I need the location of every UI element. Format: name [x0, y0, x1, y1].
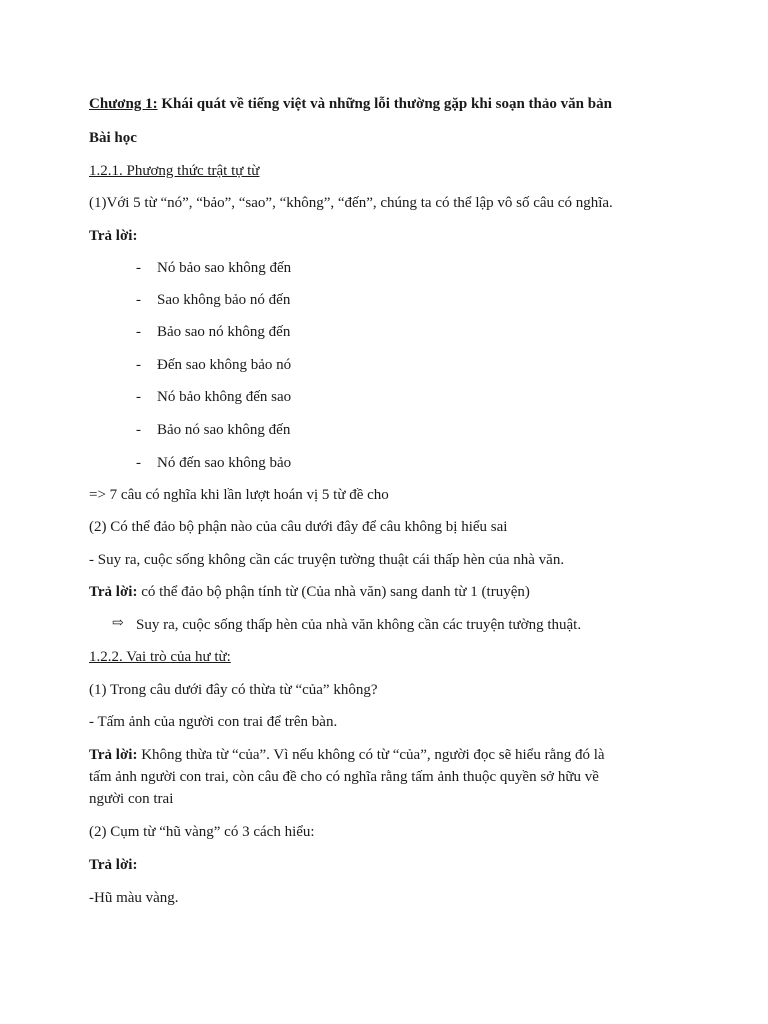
question-3-sentence: - Tấm ảnh của người con trai để trên bàn. — [89, 714, 338, 730]
lesson-heading: Bài học — [89, 130, 137, 146]
list-item: Nó bảo không đến sao — [157, 389, 292, 405]
list-item: Đến sao không bảo nó — [157, 357, 292, 373]
bullet-dash: - — [136, 455, 141, 471]
conclusion: => 7 câu có nghĩa khi lần lượt hoán vị 5 từ đề cho — [89, 487, 389, 503]
list-item: Nó đến sao không bảo — [157, 455, 292, 471]
question-1: (1)Với 5 từ “nó”, “bảo”, “sao”, “không”, “đến”, chúng ta có thể lập vô số câu có nghĩa. — [89, 195, 613, 211]
bullet-dash: - — [136, 389, 141, 405]
list-item: Nó bảo sao không đến — [157, 260, 292, 276]
list-item: Bảo nó sao không đến — [157, 422, 291, 438]
bullet-dash: - — [136, 357, 141, 373]
answer-3-line-1 — [89, 745, 605, 765]
chapter-label: Chương 1: — [89, 96, 158, 112]
section-1-2-2-title: 1.2.2. Vai trò của hư từ: — [89, 649, 231, 665]
answer-label-1: Trả lời: — [89, 228, 138, 244]
answer-2-result: Suy ra, cuộc sống thấp hèn của nhà văn không cần các truyện tường thuật. — [136, 617, 582, 633]
answer-3-text: Không thừa từ “của”. Vì nếu không có từ “của”, người đọc sẽ hiểu rằng đó là — [137, 747, 605, 763]
answer-4-first: -Hũ màu vàng. — [89, 890, 179, 906]
list-item: Bảo sao nó không đến — [157, 324, 291, 340]
question-2: (2) Có thể đảo bộ phận nào của câu dưới đây để câu không bị hiểu sai — [89, 519, 508, 535]
bullet-dash: - — [136, 292, 141, 308]
list-item: Sao không bảo nó đến — [157, 292, 291, 308]
question-4: (2) Cụm từ “hũ vàng” có 3 cách hiểu: — [89, 824, 315, 840]
bullet-dash: - — [136, 422, 141, 438]
answer-label-4: Trả lời: — [89, 857, 138, 873]
answer-label-2: Trả lời: — [89, 584, 138, 600]
arrow-right-icon: ⇨ — [112, 616, 124, 631]
answer-2 — [89, 582, 530, 602]
chapter-title: Khái quát về tiếng việt và những lỗi thường gặp khi soạn thảo văn bản — [157, 96, 612, 112]
section-1-2-1-title: 1.2.1. Phương thức trật tự từ — [89, 163, 260, 179]
bullet-dash: - — [136, 260, 141, 276]
chapter-heading — [89, 94, 612, 114]
answer-3-line-3: người con trai — [89, 791, 174, 807]
answer-2-text: có thể đảo bộ phận tính từ (Của nhà văn) sang danh từ 1 (truyện) — [137, 584, 530, 600]
question-3: (1) Trong câu dưới đây có thừa từ “của” không? — [89, 682, 378, 698]
question-2-sentence: - Suy ra, cuộc sống không cần các truyện tường thuật cái thấp hèn của nhà văn. — [89, 552, 565, 568]
answer-3-line-2: tấm ảnh người con trai, còn câu đề cho có nghĩa rằng tấm ảnh thuộc quyền sở hữu về — [89, 769, 599, 785]
bullet-dash: - — [136, 324, 141, 340]
answer-label-3: Trả lời: — [89, 747, 138, 763]
